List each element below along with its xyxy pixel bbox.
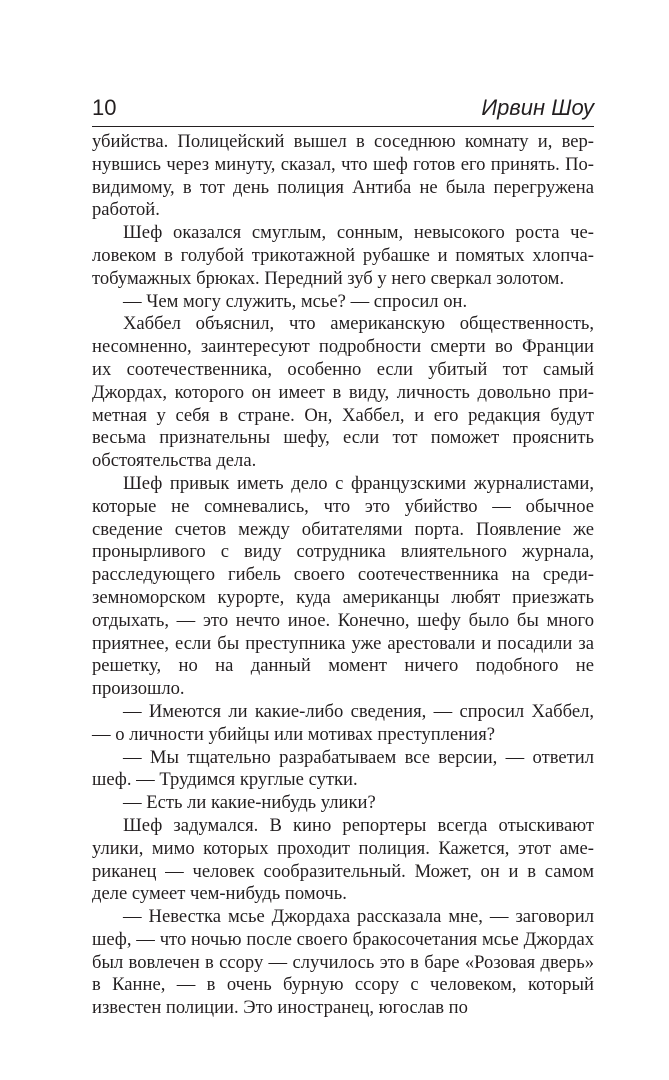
header-rule [92,126,594,127]
paragraph: — Есть ли какие-нибудь улики? [123,792,376,814]
paragraph: Хаббел объяснил, что американскую общественность, несомненно, заинтересуют подробности смерти во Франции их соотечественника, особенно если убитый тот самый Джордах, которого он имеет в виду, личность довольно приметная у себя в стране. Он, Хаббел, и его редакция будут весьма признательны шефу, если тот поможет прояснить обстоятельства дела. [92,313,594,472]
page-number: 10 [92,95,117,120]
paragraph: — Мы тщательно разрабатываем все версии, — ответил шеф. — Трудимся круглые сутки. [92,746,594,791]
paragraph: Шеф задумался. В кино репортеры всегда отыскивают улики, мимо которых проходит полиция. Кажется, этот американец — человек сообразительный. Может, он и в самом деле сумеет чем-нибудь помочь. [92,814,594,905]
body-text [92,131,594,1020]
paragraph: — Невестка мсье Джордаха рассказала мне, — заговорил шеф, — что ночью после своего бракосочетания мсье Джордах был вовлечен в ссору — случилось это в баре «Розовая дверь» в Канне, — в очень бурную ссору с человеком, который известен полиции. Это иностранец, югослав по [92,906,594,1019]
running-title: Ирвин Шоу [481,95,594,120]
paragraph: Шеф привык иметь дело с французскими журналистами, которые не сомневались, что это убийство — обычное сведение счетов между обитателями порта. Появление же пронырливого с виду сотрудника влиятельного журнала, расследующего гибель своего соотечественника на средиземноморском курорте, куда американцы любят приезжать отдыхать, — это нечто иное. Конечно, шефу было бы много приятнее, если бы преступника уже арестовали и посадили за решетку, но на данный момент ничего подобного не произошло. [92,472,594,700]
running-header [92,94,594,122]
paragraph: — Чем могу служить, мсье? — спросил он. [123,290,468,312]
paragraph: Шеф оказался смуглым, сонным, невысокого роста человеком в голубой трикотажной рубашке и помятых хлопчатобумажных брюках. Передний зуб у него сверкал золотом. [92,222,594,289]
paragraph: убийства. Полицейский вышел в соседнюю комнату и, вернувшись через минуту, сказал, что шеф готов его принять. По-видимому, в тот день полиция Антиба не была перегружена работой. [92,131,594,221]
paragraph: — Имеются ли какие-либо сведения, — спросил Хаббел, — о личности убийцы или мотивах преступления? [92,700,594,745]
